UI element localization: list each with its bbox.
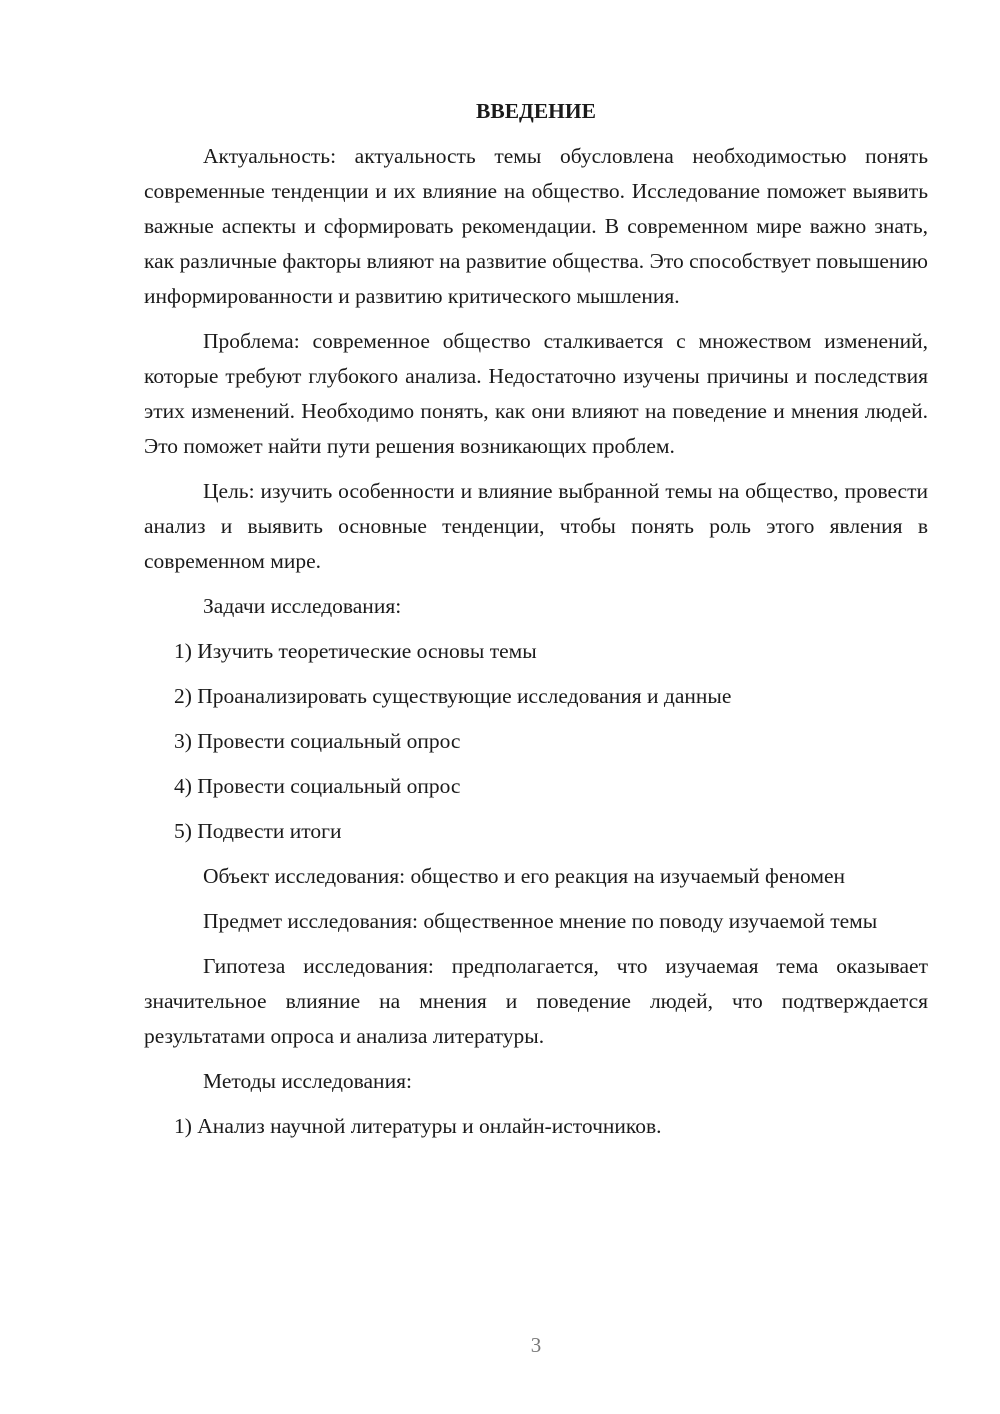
tasks-heading: Задачи исследования:: [203, 594, 402, 618]
page-title: ВВЕДЕНИЕ: [476, 99, 596, 123]
page-content: [144, 94, 928, 1154]
subject-paragraph: Предмет исследования: общественное мнение по поводу изучаемой темы: [203, 909, 878, 933]
methods-heading: Методы исследования:: [203, 1069, 412, 1093]
list-item: 1) Изучить теоретические основы темы: [174, 639, 537, 663]
problem-paragraph: Проблема: современное общество сталкивается с множеством изменений, которые требуют глубокого анализа. Недостаточно изучены причины и последствия этих изменений. Необходимо понять, как они влияют на поведение и мнения людей. Это поможет найти пути решения возникающих проблем.: [144, 329, 928, 458]
page-number: 3: [530, 1333, 542, 1357]
list-item: 2) Проанализировать существующие исследования и данные: [174, 684, 732, 708]
methods-list: [144, 1109, 928, 1144]
object-paragraph: Объект исследования: общество и его реакция на изучаемый феномен: [203, 864, 846, 888]
list-item: 5) Подвести итоги: [174, 819, 342, 843]
hypothesis-paragraph: Гипотеза исследования: предполагается, что изучаемая тема оказывает значительное влияние на мнения и поведение людей, что подтверждается результатами опроса и анализа литературы.: [144, 954, 928, 1048]
relevance-paragraph: Актуальность: актуальность темы обусловлена необходимостью понять современные тенденции и их влияние на общество. Исследование поможет выявить важные аспекты и сформировать рекомендации. В современном мире важно знать, как различные факторы влияют на развитие общества. Это способствует повышению информированности и развитию критического мышления.: [144, 144, 928, 308]
tasks-list: [144, 634, 928, 849]
list-item: 4) Провести социальный опрос: [174, 774, 461, 798]
list-item: 1) Анализ научной литературы и онлайн-источников.: [174, 1114, 662, 1138]
goal-paragraph: Цель: изучить особенности и влияние выбранной темы на общество, провести анализ и выявить основные тенденции, чтобы понять роль этого явления в современном мире.: [144, 479, 928, 573]
list-item: 3) Провести социальный опрос: [174, 729, 461, 753]
